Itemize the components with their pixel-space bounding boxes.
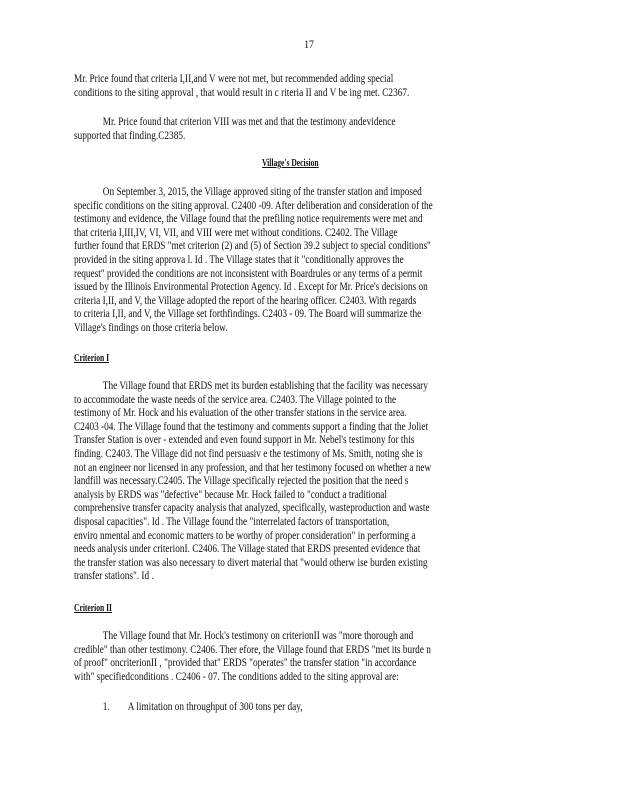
text-line: Transfer Station is over - extended and even found support in Mr. Nebel's testimony for this bbox=[74, 433, 415, 447]
text-line: The Village found that Mr. Hock's testimony on criterionII was "more thorough and bbox=[102, 629, 414, 642]
paragraph-price-criteria bbox=[74, 72, 544, 99]
text-line: Mr. Price found that criteria I,II,and V were not met, but recommended adding special bbox=[74, 72, 394, 85]
text-line: that criteria I,III,IV, VI, VII, and VIII were met without conditions. C2402. The Village bbox=[74, 225, 398, 239]
text-line: of proof" oncriterionII , "provided that" ERDS "operates" the transfer station "in accordance bbox=[74, 656, 417, 670]
text-line: further found that ERDS "met criterion (2) and (5) of Section 39.2 subject to special conditions" bbox=[74, 239, 431, 253]
text-line: On September 3, 2015, the Village approved siting of the transfer station and imposed bbox=[102, 185, 422, 198]
text-line: landfill was necessary.C2405. The Village specifically rejected the position that the need s bbox=[74, 474, 409, 488]
text-line: request" provided the conditions are not inconsistent with Boardrules or any terms of a permit bbox=[74, 266, 423, 280]
text-line: enviro nmental and economic matters to be worthy of proper consideration" in performing a bbox=[74, 528, 416, 542]
paragraph-price-criterion-viii bbox=[74, 115, 544, 142]
text-line: the transfer station was also necessary to divert material that "would otherw ise burden existing bbox=[74, 555, 428, 569]
text-line: supported that finding.C2385. bbox=[74, 128, 186, 142]
paragraph-criterion-i bbox=[74, 379, 544, 583]
paragraph-village-decision bbox=[74, 185, 544, 335]
text-line: 1. A limitation on throughput of 300 tons per day, bbox=[102, 700, 303, 713]
text-line: needs analysis under criterionI. C2406. The Village stated that ERDS presented evidence that bbox=[74, 542, 421, 556]
text-line: specific conditions on the siting approval. C2400 -09. After deliberation and consideration of the bbox=[74, 198, 433, 212]
text-line: provided in the siting approva l. Id . The Village states that it "conditionally approves the bbox=[74, 252, 404, 266]
page-number: 17 bbox=[304, 37, 314, 51]
heading-criterion-i: Criterion I bbox=[74, 353, 110, 364]
list-item-throughput-limit bbox=[74, 700, 544, 714]
text-line: C2403 -04. The Village found that the testimony and comments support a finding that the Joliet bbox=[74, 419, 429, 433]
text-line: testimony and evidence, the Village found that the prefiling notice requirements were met and bbox=[74, 212, 423, 226]
text-line: with" specifiedconditions . C2406 - 07. The conditions added to the siting approval are: bbox=[74, 669, 399, 683]
text-line: not an engineer nor licensed in any profession, and that her testimony focused on whether a new bbox=[74, 460, 432, 474]
text-line: transfer stations". Id . bbox=[74, 569, 154, 583]
text-line: comprehensive transfer capacity analysis that analyzed, specifically, wasteproduction and waste bbox=[74, 501, 430, 515]
text-line: credible" than other testimony. C2406. Ther efore, the Village found that ERDS "met its burde n bbox=[74, 642, 431, 656]
paragraph-criterion-ii bbox=[74, 629, 544, 683]
text-line: issued by the Illinois Environmental Protection Agency. Id . Except for Mr. Price's decisions on bbox=[74, 280, 428, 294]
text-line: testimony of Mr. Hock and his evaluation of the other transfer stations in the service area. bbox=[74, 406, 407, 420]
text-line: Mr. Price found that criterion VIII was met and that the testimony andevidence bbox=[102, 115, 396, 128]
heading-criterion-ii: Criterion II bbox=[74, 603, 113, 614]
text-line: to criteria I,II, and V, the Village set forthfindings. C2403 - 09. The Board will summarize the bbox=[74, 307, 422, 321]
text-line: The Village found that ERDS met its burden establishing that the facility was necessary bbox=[102, 379, 428, 392]
text-line: finding. C2403. The Village did not find persuasiv e the testimony of Ms. Smith, noting she is bbox=[74, 446, 423, 460]
text-line: to accommodate the waste needs of the service area. C2403. The Village pointed to the bbox=[74, 392, 397, 406]
text-line: Village's findings on those criteria below. bbox=[74, 320, 228, 334]
text-line: analysis by ERDS was "defective" because Mr. Hock failed to "conduct a traditional bbox=[74, 487, 387, 501]
text-line: conditions to the siting approval , that would result in c riteria II and V be ing met. C2367. bbox=[74, 85, 410, 99]
heading-villages-decision: Village's Decision bbox=[262, 158, 319, 169]
text-line: disposal capacities". Id . The Village found the "interrelated factors of transportation, bbox=[74, 514, 390, 528]
text-line: criteria I,II, and V, the Village adopted the report of the hearing officer. C2403. With regards bbox=[74, 293, 417, 307]
